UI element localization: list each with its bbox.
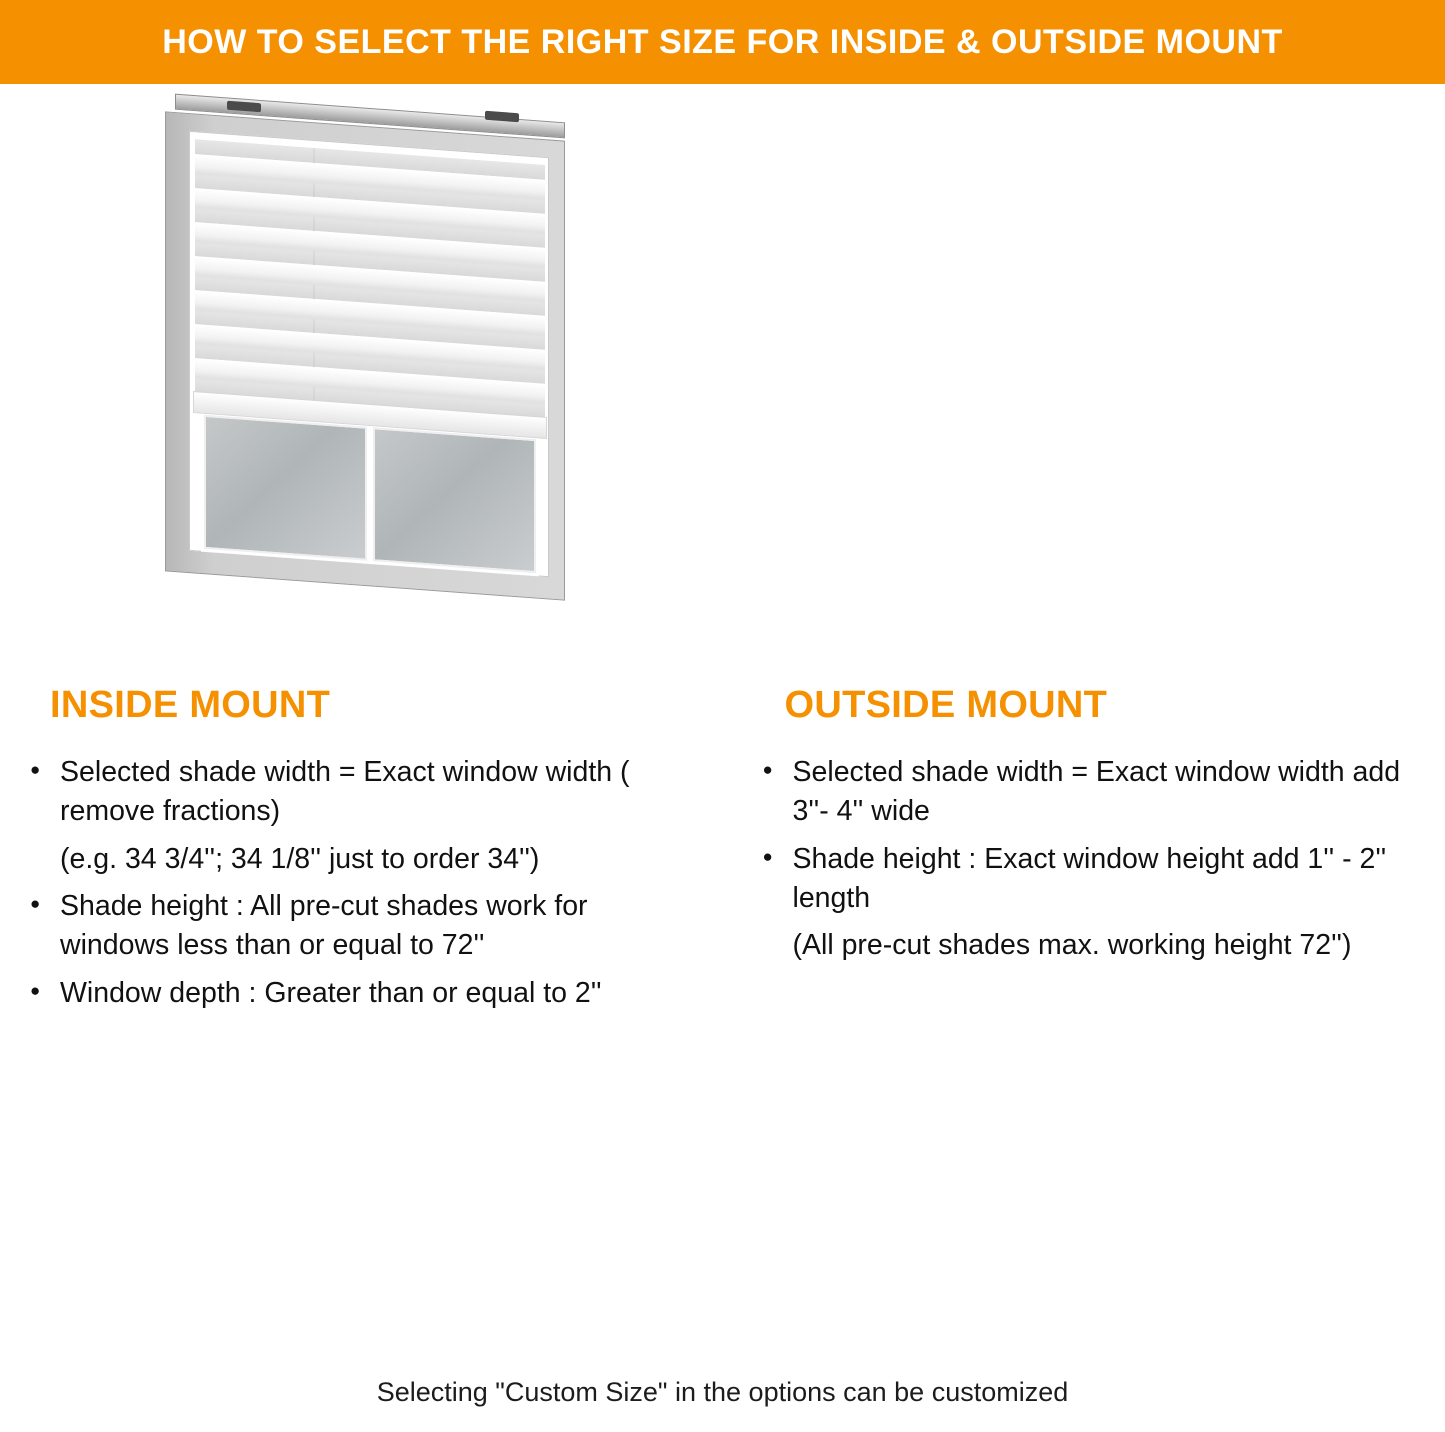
blind-slat-stack bbox=[195, 139, 545, 437]
inside-mount-bullet-list bbox=[28, 753, 683, 1013]
glass-pane-right bbox=[373, 427, 536, 573]
list-item: ● Shade height : Exact window height add 1'' - 2'' length bbox=[761, 840, 1418, 919]
page-title: HOW TO SELECT THE RIGHT SIZE FOR INSIDE & OUTSIDE MOUNT bbox=[162, 22, 1283, 61]
list-item: (e.g. 34 3/4''; 34 1/8'' just to order 34'') bbox=[60, 842, 540, 875]
window-glass-area bbox=[201, 412, 539, 577]
outside-mount-bullet-list bbox=[761, 753, 1418, 966]
glass-pane-left bbox=[204, 415, 367, 561]
inside-mount-illustration-cell bbox=[0, 84, 723, 684]
illustration-row bbox=[0, 84, 1445, 684]
inside-mount-column bbox=[0, 684, 723, 1021]
custom-size-note: Selecting "Custom Size" in the options can be customized bbox=[376, 1377, 1069, 1407]
list-item: (All pre-cut shades max. working height 72'') bbox=[792, 929, 1352, 962]
outside-mount-heading: OUTSIDE MOUNT bbox=[784, 684, 1108, 726]
list-item: ● Shade height : All pre-cut shades work for windows less than or equal to 72'' bbox=[28, 887, 683, 966]
list-item: ● Selected shade width = Exact window width add 3''- 4'' wide bbox=[761, 753, 1418, 832]
mount-instructions bbox=[0, 684, 1445, 1021]
list-item: ● Window depth : Greater than or equal to 2'' bbox=[28, 974, 683, 1013]
list-item: ● Selected shade width = Exact window width ( remove fractions) bbox=[28, 753, 683, 832]
outside-mount-column bbox=[723, 684, 1445, 1021]
header-banner bbox=[0, 0, 1445, 84]
inside-mount-window-illustration bbox=[155, 104, 575, 604]
outside-mount-illustration-cell bbox=[723, 84, 1445, 684]
inside-mount-heading: INSIDE MOUNT bbox=[50, 684, 331, 726]
